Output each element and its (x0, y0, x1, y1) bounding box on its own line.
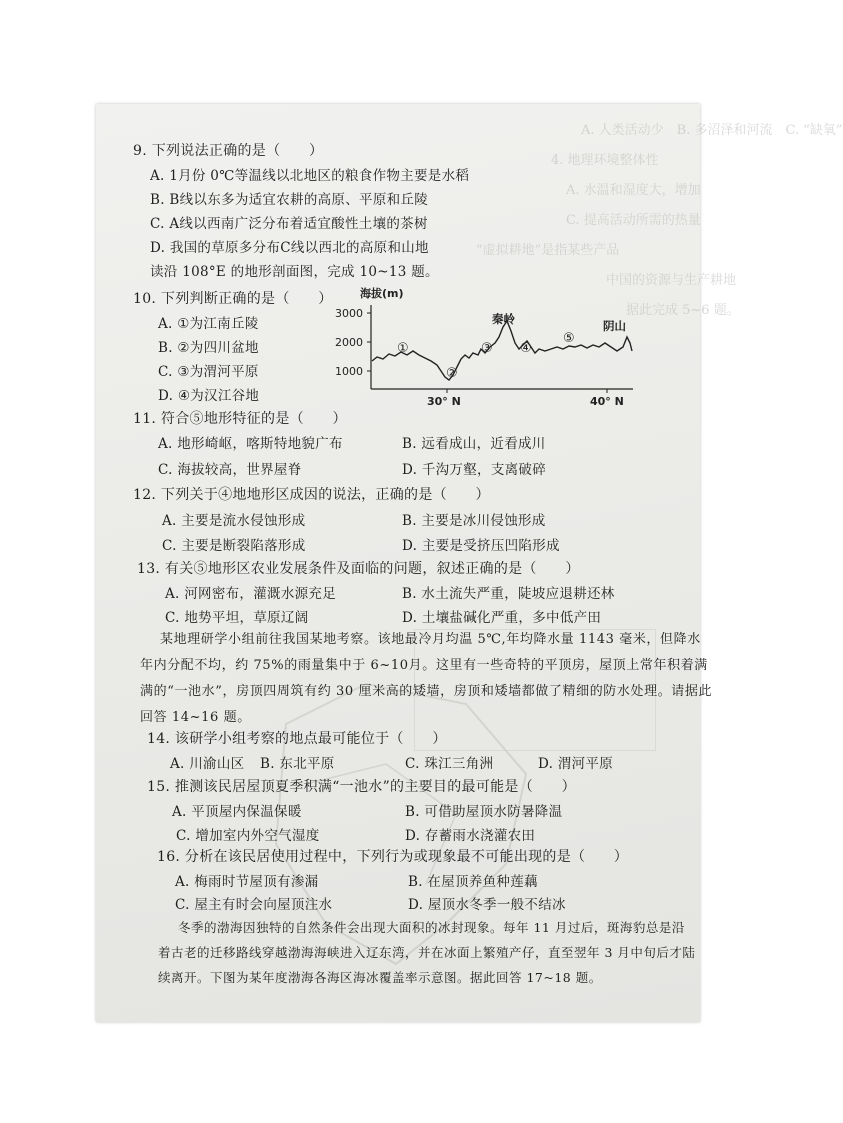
q9-option-a: A. 1月份 0℃等温线以北地区的粮食作物主要是水稻 (150, 168, 470, 184)
q10-option-c: C. ③为渭河平原 (158, 364, 259, 380)
bleed-through-text: C. 提高活动所需的热量 (566, 213, 701, 228)
q13-option-b: B. 水土流失严重，陡坡应退耕还林 (402, 586, 615, 602)
q11-option-d: D. 千沟万壑，支离破碎 (402, 462, 547, 478)
bleed-through-text: 据此完成 5~6 题。 (626, 303, 740, 318)
q11-option-a: A. 地形崎岖，喀斯特地貌广布 (158, 436, 343, 452)
profile-label-2: ② (446, 366, 458, 381)
profile-label-qinling: 秦岭 (492, 312, 515, 326)
q10-option-b: B. ②为四川盆地 (158, 340, 259, 356)
bleed-through-text: 中国的资源与生产耕地 (606, 273, 737, 288)
q14-stem: 14. 该研学小组考察的地点最可能位于（ ） (147, 731, 447, 747)
passage-14-16-line: 某地理研学小组前往我国某地考察。该地最冷月均温 5℃,年均降水量 1143 毫米，但降水 (160, 632, 701, 647)
terrain-profile-line (372, 321, 632, 380)
profile-xtick-label: 30° N (427, 395, 461, 408)
passage-17-18-line: 续离开。下图为某年度渤海各海区海冰覆盖率示意图。据此回答 17~18 题。 (158, 970, 602, 985)
bleed-through-text: A. 水温和湿度大，增加 (566, 183, 701, 198)
q15-stem: 15. 推测该民居屋顶夏季积满“一池水”的主要目的最可能是（ ） (147, 779, 576, 795)
q13-option-a: A. 河网密布，灌溉水源充足 (165, 586, 337, 602)
passage-14-16-line: 回答 14~16 题。 (140, 710, 251, 725)
profile-ytick-label: 2000 (335, 336, 363, 349)
profile-label-3: ③ (481, 341, 493, 356)
q13-option-d: D. 土壤盐碱化严重，多中低产田 (402, 610, 602, 626)
q15-option-d: D. 存蓄雨水浇灌农田 (405, 828, 536, 844)
passage-14-16-line: 年内分配不均，约 75%的雨量集中于 6~10月。这里有一些奇特的平顶房，屋顶上常年积着满 (140, 658, 708, 673)
q13-stem: 13. 有关⑤地形区农业发展条件及面临的问题，叙述正确的是（ ） (137, 561, 580, 577)
q14-option-c: C. 珠江三角洲 (405, 756, 494, 772)
q12-stem: 12. 下列关于④地地形区成因的说法，正确的是（ ） (133, 487, 490, 503)
bleed-through-text: 4. 地理环境整体性 (551, 153, 659, 168)
q10-stem: 10. 下列判断正确的是（ ） (133, 291, 333, 307)
q16-option-d: D. 屋顶水冬季一般不结冰 (408, 897, 566, 913)
q15-option-b: B. 可借助屋顶水防暑降温 (405, 804, 563, 820)
q16-option-c: C. 屋主有时会向屋顶注水 (175, 897, 333, 913)
profile-label-1: ① (397, 341, 409, 356)
q12-option-a: A. 主要是流水侵蚀形成 (162, 513, 306, 529)
bleed-through-text: “虚拟耕地”是指某些产品 (476, 243, 620, 258)
profile-label-yinshan: 阴山 (603, 319, 626, 333)
q9-stem: 9. 下列说法正确的是（ ） (133, 143, 324, 159)
q15-option-a: A. 平顶屋内保温保暖 (172, 804, 302, 820)
q12-option-c: C. 主要是断裂陷落形成 (162, 538, 306, 554)
bleed-through-text: A. 人类活动少 B. 多沼泽和河流 C. “缺氧” (581, 123, 843, 138)
q16-stem: 16. 分析在该民居使用过程中，下列行为或现象最不可能出现的是（ ） (157, 849, 629, 865)
q11-option-b: B. 远看成山，近看成川 (402, 436, 546, 452)
q13-option-c: C. 地势平坦，草原辽阔 (165, 610, 309, 626)
passage-17-18-line: 着古老的迁移路线穿越渤海海峡进入辽东湾，并在冰面上繁殖产仔，直至翌年 3 月中旬后才陆 (158, 945, 696, 960)
passage-17-18-line: 冬季的渤海因独特的自然条件会出现大面积的冰封现象。每年 11 月过后，斑海豹总是沿 (178, 920, 685, 935)
q14-option-d: D. 渭河平原 (538, 756, 614, 772)
q9-option-d: D. 我国的草原多分布C线以西北的高原和山地 (150, 240, 429, 256)
q10-option-d: D. ④为汉江谷地 (158, 388, 260, 404)
q16-option-a: A. 梅雨时节屋顶有渗漏 (175, 874, 319, 890)
terrain-profile-chart (335, 285, 635, 410)
q14-option-b: B. 东北平原 (260, 756, 335, 772)
q12-option-d: D. 主要是受挤压凹陷形成 (402, 538, 560, 554)
q16-option-b: B. 在屋顶养鱼种莲藕 (408, 874, 538, 890)
q11-option-c: C. 海拔较高，世界屋脊 (158, 462, 302, 478)
q9-option-c: C. A线以西南广泛分布着适宜酸性土壤的茶树 (150, 216, 428, 232)
profile-ytick-label: 3000 (335, 307, 363, 320)
profile-label-4: ④ (520, 341, 532, 356)
q12-option-b: B. 主要是冰川侵蚀形成 (402, 513, 546, 529)
q14-option-a: A. 川渝山区 (170, 756, 245, 772)
q10-option-a: A. ①为江南丘陵 (158, 316, 259, 332)
q15-option-c: C. 增加室内外空气湿度 (176, 828, 320, 844)
profile-ylabel: 海拔(m) (360, 287, 404, 300)
passage-14-16-line: 满的“一池水”，房顶四周筑有约 30 厘米高的矮墙，房顶和矮墙都做了精细的防水处理。请据此 (140, 684, 713, 699)
profile-ytick-label: 1000 (335, 365, 363, 378)
q9-option-b: B. B线以东多为适宜农耕的高原、平原和丘陵 (150, 192, 429, 208)
intro-10-13: 读沿 108°E 的地形剖面图，完成 10~13 题。 (150, 264, 439, 280)
q11-stem: 11. 符合⑤地形特征的是（ ） (133, 411, 347, 427)
profile-xtick-label: 40° N (590, 395, 624, 408)
profile-label-5: ⑤ (563, 331, 575, 346)
